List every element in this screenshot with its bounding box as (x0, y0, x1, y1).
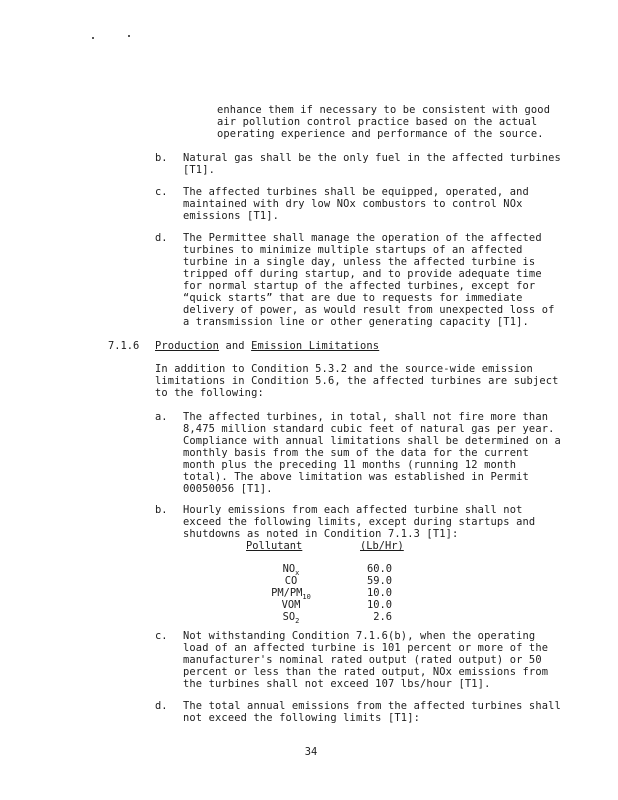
section-title-part: Production (155, 340, 220, 352)
pollutant-limit: 10.0 (366, 599, 392, 611)
document-page: enhance them if necessary to be consistent with good air pollution control practice based on the actual operating experience and performance of the source. b. Natural gas shall be the only fuel in the affected turbines [T1]. c. The affected turbines shall be equipped, operated, and maintained with dry low NOx combustors to control NOx emissions [T1]. d. The Permittee shall manage the operation of the affected turbines to minimize multiple startups of an affected turbine in a single day, unless the affected turbine is tripped off during startup, and to provide adequate time for normal startup of the affected turbines, except for “quick starts” that are due to requests for immediate delivery of power, as would result from unexpected loss of a transmission line or other generating capacity [T1]. 7.1.6 Production and Emission Limitations In addition to Condition 5.3.2 and the source-wide emission limitations in Condition 5.6, the affected turbines are subject to the following: a. The affected turbines, in total, shall not fire more than 8,475 million standard cubic feet of natural gas per year. Compliance with annual limitations shall be determined on a monthly basis from the sum of the data for the current month plus the preceding 11 months (running 12 month total). The above limitation was established in Permit 00050056 [T1]. b. Hourly emissions from each affected turbine shall not exceed the following limits, except during startups and shutdowns as noted in Condition 7.1.3 [T1]: Pollutant (Lb/Hr) $NO_x$ 60.0 CO 59.0 $PM/PM_{10}$ 10.0 VOM 10.0 $SO_2$ 2.6 c. Not withstanding Condition 7.1.6(b), when the operating load of an affected turbine is 101 percent or more of the manufacturer's nominal rated output (rated output) or 50 percent or less than the rated output, NOx emissions from the turbines shall not exceed 107 lbs/hour [T1]. d. The total annual emissions from the affected turbines shall not exceed the following limits [T1]: 34 (0, 0, 618, 800)
pollutant-limit: 59.0 (366, 575, 392, 587)
table-row (246, 599, 392, 611)
pollutant-name: $SO_2$ (282, 611, 300, 626)
header-limit: (Lb/Hr) (360, 540, 404, 552)
section-title-conj: and (219, 340, 252, 352)
pollutant-name: $NO_x$ (282, 563, 300, 578)
scan-mark (128, 35, 130, 37)
pollutant-limit: 60.0 (366, 563, 392, 575)
pollutant-limit: 2.6 (373, 611, 392, 623)
page-number: 34 (304, 746, 318, 758)
section-title-part: Emission Limitations (251, 340, 380, 352)
header-pollutant: Pollutant (246, 540, 303, 552)
pollutant-name: $PM/PM_{10}$ (271, 587, 311, 602)
table-row (246, 575, 392, 587)
scan-mark (92, 37, 94, 39)
table-row (246, 587, 392, 602)
pollutant-name: CO (284, 575, 298, 587)
table-row (246, 611, 392, 626)
pollutant-name: VOM (281, 599, 301, 611)
pollutant-limit: 10.0 (366, 587, 392, 599)
table-header (246, 540, 404, 552)
table-row (246, 563, 392, 578)
